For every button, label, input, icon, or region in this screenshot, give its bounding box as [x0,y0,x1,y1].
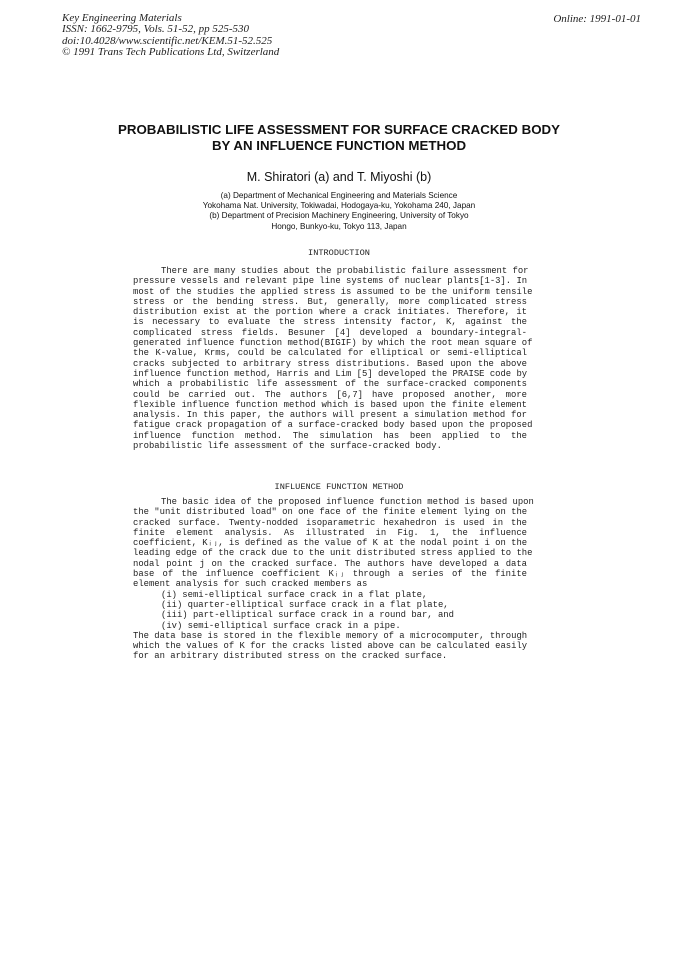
text-line: the "unit distributed load" on one face of the finite element lying on the [133,507,528,518]
text-line: finite element analysis. As illustrated in Fig. 1, the influence [133,527,527,538]
text-line: cracked surface. Twenty-nodded isoparametric hexahedron is used in the [133,517,527,528]
text-line: base of the influence coefficient Kᵢⱼ through a series of the finite [133,569,527,580]
list-item: (iii) part-elliptical surface crack in a round bar, and [161,610,454,621]
text-line: influence function method, Harris and Lim [5] developed the PRAISE code by [133,368,528,379]
section-body-introduction [133,266,533,452]
text-line: which the values of K for the cracks listed above can be calculated easily [133,641,528,652]
text-line: stress or the bending stress. But, generally, more complicated stress [133,296,527,307]
text-line: complicated stress fields. Besuner [4] developed a boundary-integral- [133,327,527,338]
text-line: for an arbitrary distributed stress on the cracked surface. [133,651,448,662]
text-line: generated influence function method(BIGIF) by which the root mean square of [133,338,533,349]
title-line-1: PROBABILISTIC LIFE ASSESSMENT FOR SURFACE CRACKED BODY [117,122,561,137]
text-line: is necessary to evaluate the stress intensity factor, K, against the [133,317,527,328]
section-body-influence-function-method [133,497,534,662]
list-item: (iv) semi-elliptical surface crack in a pipe. [161,620,401,631]
section-heading-influence-function-method: INFLUENCE FUNCTION METHOD [274,482,404,492]
text-line: element analysis for such cracked members as [133,579,368,590]
text-line: influence function method. The simulation has been applied to the [133,430,527,441]
publication-header [62,13,279,58]
text-line: could be carried out. The authors [6,7] have proposed another, more [133,389,527,400]
copyright: © 1991 Trans Tech Publications Ltd, Switzerland [62,45,280,58]
text-line: The data base is stored in the flexible memory of a microcomputer, through [133,630,528,641]
issn: ISSN: 1662-9795, Vols. 51-52, pp 525-530 [62,23,249,36]
text-line: coefficient, Kᵢⱼ, is defined as the value of K at the nodal point i on the [133,538,528,549]
affiliation-line: (a) Department of Mechanical Engineering and Materials Science [220,191,458,200]
journal-name: Key Engineering Materials [62,12,182,24]
text-line: fatigue crack propagation of a surface-cracked body based upon the proposed [133,420,533,431]
text-line: distribution exist at the portion where a crack initiates. Therefore, it [133,307,527,318]
text-line: cracks subjected to arbitrary stress distributions. Based upon the above [133,358,527,369]
text-line: pressure vessels and relevant pipe line systems of nuclear plants[1-3]. In [133,276,528,287]
affiliations [0,191,678,232]
online-date: Online: 1991-01-01 [553,13,641,25]
text-line: the K-value, Krms, could be calculated for elliptical or semi-elliptical [133,348,527,359]
text-line: leading edge of the crack due to the unit distributed stress applied to the [133,548,533,559]
affiliation-line: Yokohama Nat. University, Tokiwadai, Hodogaya-ku, Yokohama 240, Japan [202,201,476,211]
list-item: (ii) quarter-elliptical surface crack in a flat plate, [161,599,449,610]
authors: M. Shiratori (a) and T. Miyoshi (b) [246,170,432,184]
text-line: There are many studies about the probabilistic failure assessment for [161,266,529,276]
affiliation-line: Hongo, Bunkyo-ku, Tokyo 113, Japan [271,221,407,231]
text-line: most of the studies the applied stress is assumed to be the uniform tensile [133,286,533,297]
text-line: which a probabilistic life assessment of the surface-cracked components [133,379,527,390]
list-item: (i) semi-elliptical surface crack in a flat plate, [161,589,428,600]
paper-title [0,122,678,153]
text-line: probabilistic life assessment of the surface-cracked body. [133,441,442,452]
text-line: The basic idea of the proposed influence function method is based upon [161,497,534,507]
text-line: flexible influence function method which is based upon the finite element [133,399,527,410]
text-line: nodal point j on the cracked surface. The authors have developed a data [133,558,527,569]
text-line: analysis. In this paper, the authors will present a simulation method for [133,410,527,421]
section-heading-introduction: INTRODUCTION [308,248,370,258]
doi: doi:10.4028/www.scientific.net/KEM.51-52.525 [62,34,273,47]
title-line-2: BY AN INFLUENCE FUNCTION METHOD [211,137,467,153]
affiliation-line: (b) Department of Precision Machinery Engineering, University of Tokyo [209,211,469,221]
